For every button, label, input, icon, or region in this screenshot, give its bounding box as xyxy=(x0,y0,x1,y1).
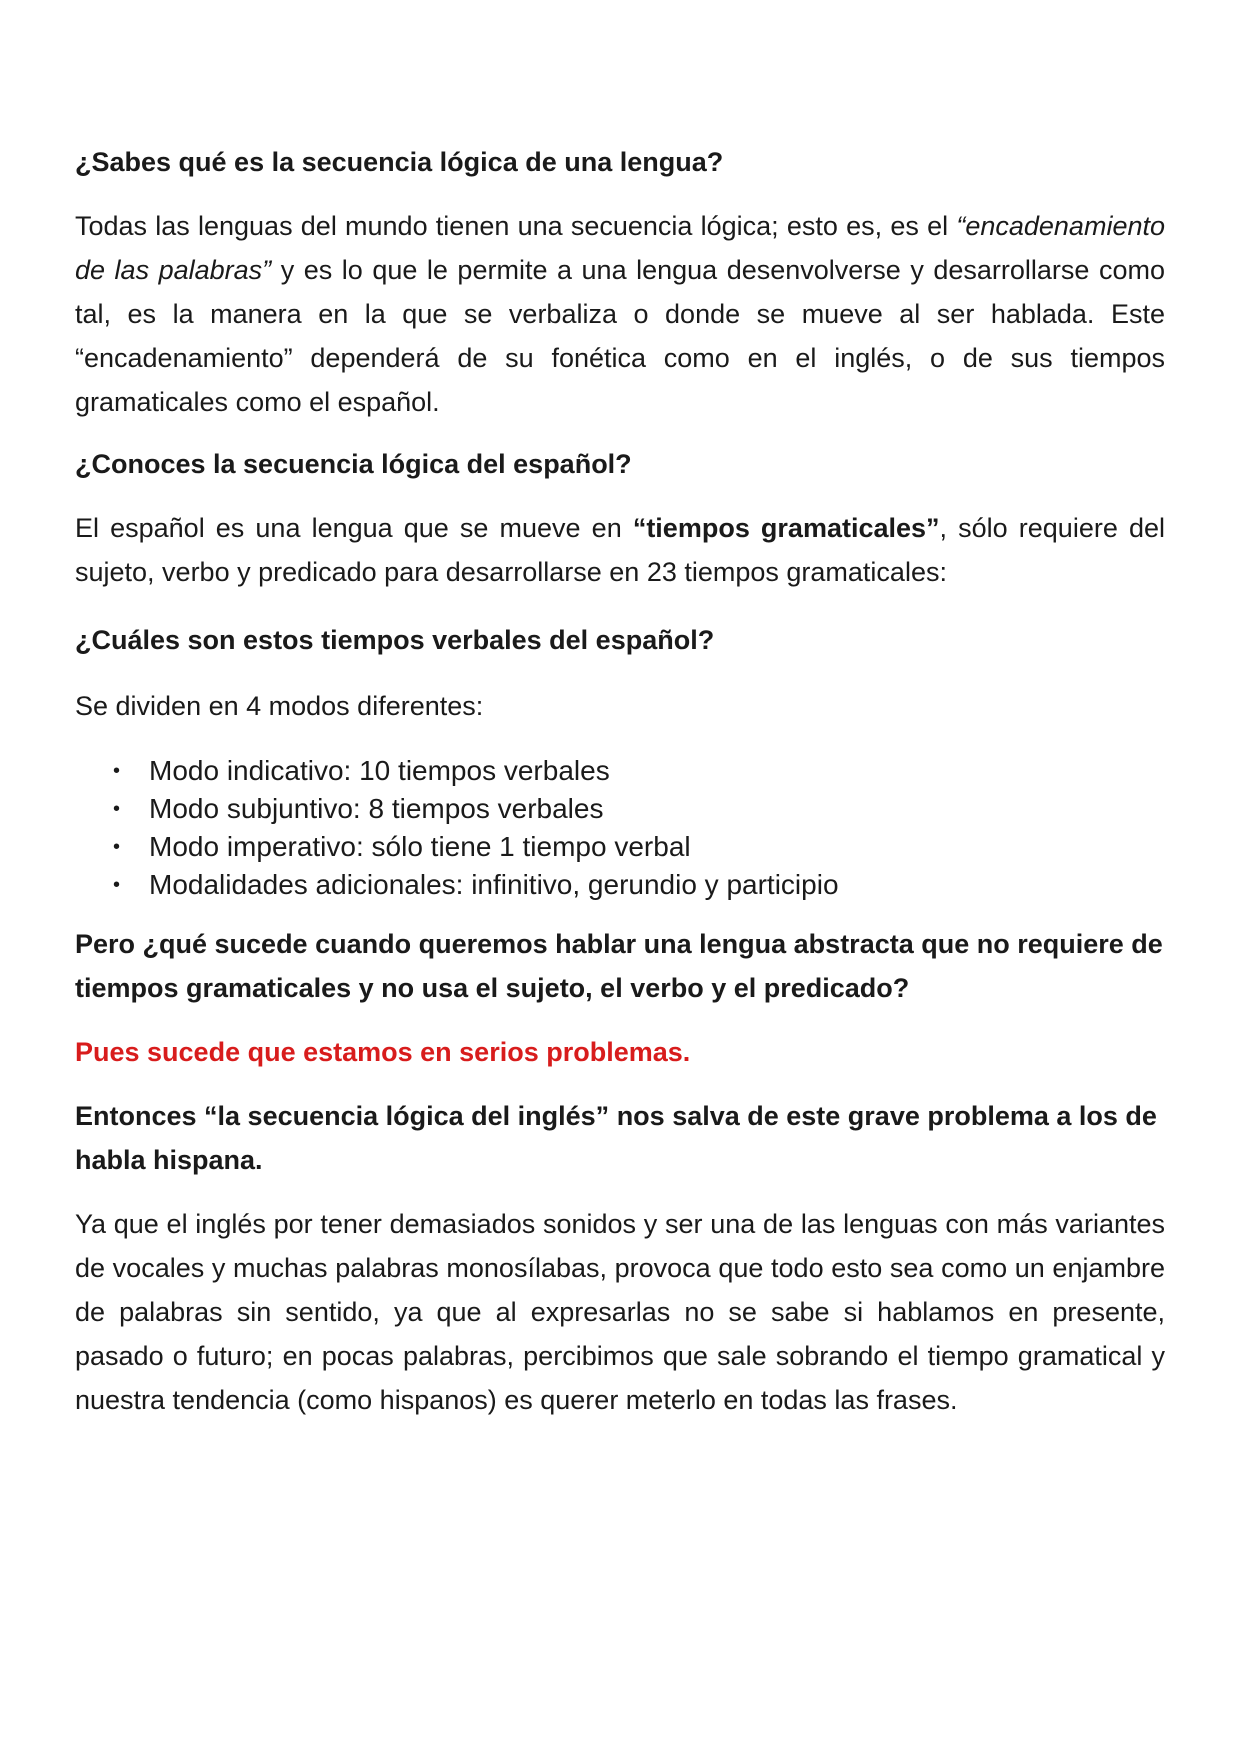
list-item xyxy=(75,752,1165,790)
heading-serios-problemas: Pues sucede que estamos en serios problemas. xyxy=(75,1037,691,1067)
heading-secuencia-logica: ¿Sabes qué es la secuencia lógica de una lengua? xyxy=(75,147,724,177)
bullet-icon: • xyxy=(113,798,121,820)
paragraph-final: Ya que el inglés por tener demasiados sonidos y ser una de las lenguas con más variantes de vocales y muchas palabras monosílabas, provoca que todo esto sea como un enjambre de palabras sin sentido, ya que al expresarlas no se sabe si hablamos en presente, pasado o futuro; en pocas palabras, percibimos que sale sobrando el tiempo gramatical y nuestra tendencia (como hispanos) es querer meterlo en todas las frases. xyxy=(75,1209,1165,1415)
paragraph-divisions: Se dividen en 4 modos diferentes: xyxy=(75,691,484,721)
list-item xyxy=(75,866,1165,904)
heading-tiempos-verbales: ¿Cuáles son estos tiempos verbales del español? xyxy=(75,625,715,655)
list-item-text: Modalidades adicionales: infinitivo, gerundio y participio xyxy=(149,869,839,900)
intro-italic-phrase: “encadenamiento de las palabras” xyxy=(75,211,1165,285)
list-item-text: Modo subjuntivo: 8 tiempos verbales xyxy=(149,793,604,824)
list-item-text: Modo imperativo: sólo tiene 1 tiempo verbal xyxy=(149,831,691,862)
espanol-text-start: El español es una lengua que se mueve en xyxy=(75,513,633,543)
bullet-icon: • xyxy=(113,760,121,782)
heading-pero-question: Pero ¿qué sucede cuando queremos hablar una lengua abstracta que no requiere de tiempos gramaticales y no usa el sujeto, el verbo y el predicado? xyxy=(75,929,1163,1003)
modes-list xyxy=(75,752,1165,904)
document-page xyxy=(75,140,1165,1422)
paragraph-espanol xyxy=(75,506,1165,594)
bullet-icon: • xyxy=(113,874,121,896)
list-item xyxy=(75,790,1165,828)
bullet-icon: • xyxy=(113,836,121,858)
espanol-text-end: , sólo requiere del sujeto, verbo y predicado para desarrollarse en 23 tiempos gramaticales: xyxy=(75,513,1165,587)
espanol-bold-phrase: “tiempos gramaticales” xyxy=(632,513,940,543)
paragraph-intro xyxy=(75,204,1165,424)
list-item xyxy=(75,828,1165,866)
intro-text-end: y es lo que le permite a una lengua desenvolverse y desarrollarse como tal, es la manera en la que se verbaliza o donde se mueve al ser hablada. Este “encadenamiento” dependerá de su fonética como en el inglés, o de sus tiempos gramaticales como el español. xyxy=(75,255,1165,417)
intro-text-start: Todas las lenguas del mundo tienen una secuencia lógica; esto es, es el xyxy=(75,211,957,241)
heading-secuencia-espanol: ¿Conoces la secuencia lógica del español? xyxy=(75,449,632,479)
heading-entonces: Entonces “la secuencia lógica del inglés” nos salva de este grave problema a los de habla hispana. xyxy=(75,1101,1157,1175)
list-item-text: Modo indicativo: 10 tiempos verbales xyxy=(149,755,610,786)
